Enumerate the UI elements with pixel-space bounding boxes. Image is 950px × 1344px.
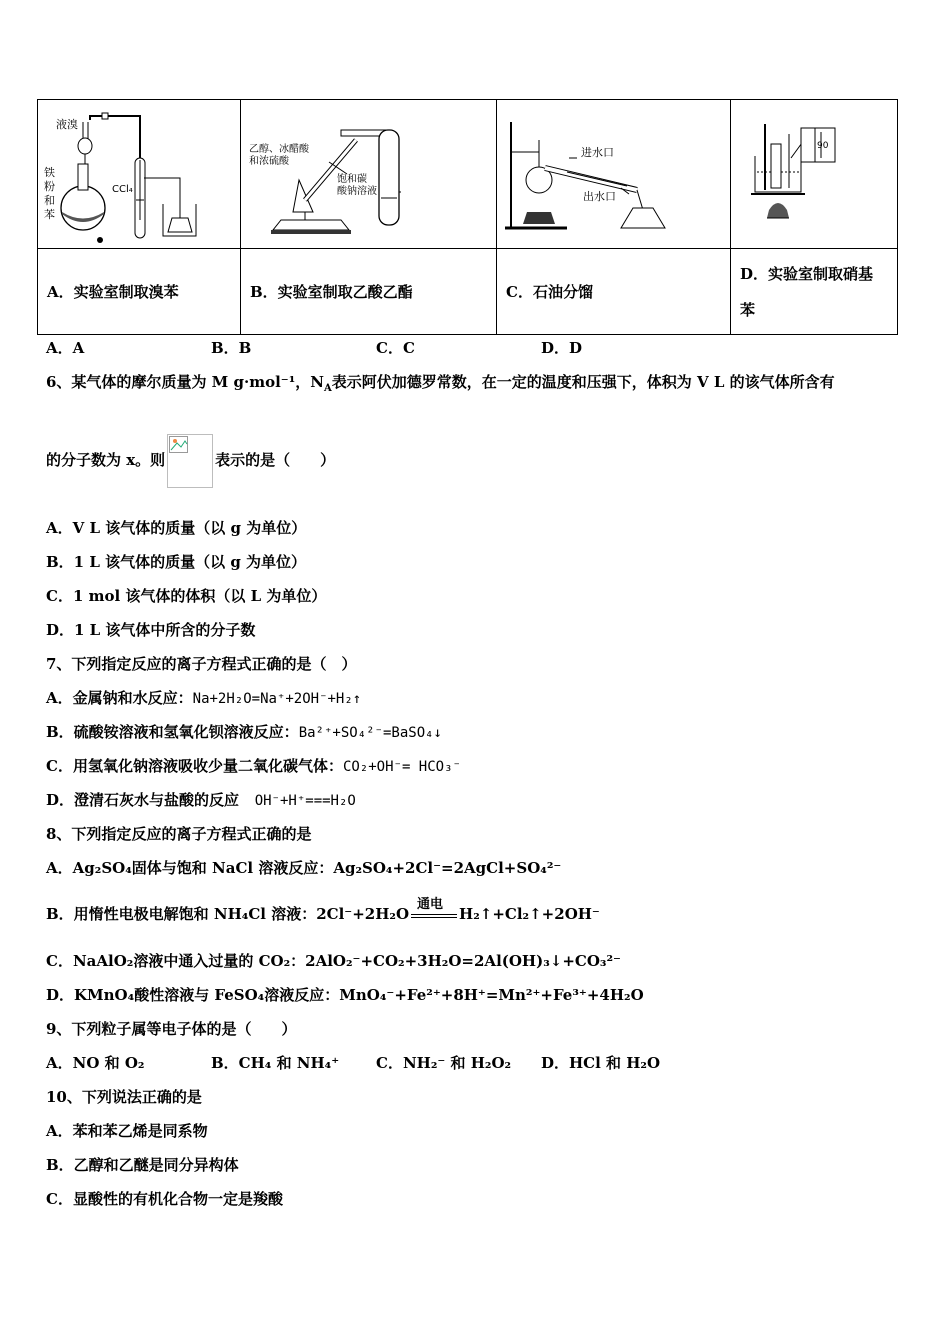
svg-text:酸钠溶液: 酸钠溶液 — [337, 186, 377, 197]
q5-answer-d[interactable]: D．D — [541, 339, 583, 357]
q7-option-d[interactable]: D．澄清石灰水与盐酸的反应 OH⁻+H⁺===H₂O — [46, 791, 356, 809]
broken-image-icon — [167, 434, 213, 488]
label-liquid-bromine: 液溴 — [56, 118, 78, 131]
svg-text:粉: 粉 — [44, 180, 55, 193]
svg-text:CCl₄: CCl₄ — [112, 184, 133, 195]
q9-options — [46, 1053, 660, 1073]
q7-option-b[interactable]: B．硫酸铵溶液和氢氧化钡溶液反应：Ba²⁺+SO₄²⁻=BaSO₄↓ — [46, 723, 442, 741]
svg-text:乙醇、冰醋酸: 乙醇、冰醋酸 — [249, 144, 309, 155]
diagram-nitrobenzene — [731, 100, 898, 249]
q6-option-d[interactable]: D．1 L 该气体中所含的分子数 — [46, 621, 256, 639]
q5-answers — [46, 338, 582, 358]
option-c-label: C．石油分馏 — [506, 283, 593, 301]
q6-option-b[interactable]: B．1 L 该气体的质量（以 g 为单位） — [46, 553, 307, 571]
apparatus-table — [37, 99, 898, 335]
q5-answer-a[interactable]: A．A — [46, 339, 85, 357]
q7-stem: 7、下列指定反应的离子方程式正确的是（ ） — [46, 655, 357, 673]
svg-text:饱和碳: 饱和碳 — [337, 174, 367, 185]
svg-text:进水口: 进水口 — [581, 146, 614, 159]
q10-option-c[interactable]: C．显酸性的有机化合物一定是羧酸 — [46, 1190, 283, 1208]
option-a-label: A．实验室制取溴苯 — [47, 283, 179, 301]
svg-text:铁: 铁 — [44, 166, 55, 179]
q9-stem: 9、下列粒子属等电子体的是（ ） — [46, 1020, 297, 1038]
q8-option-b[interactable]: B．用惰性电极电解饱和 NH₄Cl 溶液：2Cl⁻+2H₂O 通电 H₂↑+Cl₂↑+2OH⁻ — [46, 897, 600, 923]
q10-option-a[interactable]: A．苯和苯乙烯是同系物 — [46, 1122, 208, 1140]
q10-option-b[interactable]: B．乙醇和乙醚是同分异构体 — [46, 1156, 239, 1174]
option-d-label-line1: D．实验室制取硝基 — [740, 264, 874, 283]
q8-stem: 8、下列指定反应的离子方程式正确的是 — [46, 825, 312, 843]
diagram-petroleum-distillation — [497, 100, 731, 249]
diagram-bromobenzene — [38, 100, 241, 249]
diagram-ethyl-acetate — [241, 100, 497, 249]
q6-stem-line2: 的分子数为 x。则 表示的是（ ） — [46, 432, 335, 488]
q5-answer-c[interactable]: C．C — [376, 339, 415, 357]
electrolysis-arrow: 通电 — [409, 905, 459, 925]
svg-text:出水口: 出水口 — [583, 190, 616, 203]
svg-text:和浓硫酸: 和浓硫酸 — [249, 156, 289, 167]
svg-text:90: 90 — [817, 141, 829, 151]
q7-option-a[interactable]: A．金属钠和水反应：Na+2H₂O=Na⁺+2OH⁻+H₂↑ — [46, 689, 362, 707]
q6-option-c[interactable]: C．1 mol 该气体的体积（以 L 为单位） — [46, 587, 327, 605]
q7-option-c[interactable]: C．用氢氧化钠溶液吸收少量二氧化碳气体：CO₂+OH⁻= HCO₃⁻ — [46, 757, 461, 775]
q8-option-a[interactable]: A．Ag₂SO₄固体与饱和 NaCl 溶液反应：Ag₂SO₄+2Cl⁻=2AgCl+SO₄²⁻ — [46, 859, 562, 877]
q9-option-c[interactable]: C．NH₂⁻ 和 H₂O₂ — [376, 1054, 512, 1072]
q5-answer-b[interactable]: B．B — [211, 339, 252, 357]
option-b-label: B．实验室制取乙酸乙酯 — [250, 283, 413, 301]
q8-option-c[interactable]: C．NaAlO₂溶液中通入过量的 CO₂：2AlO₂⁻+CO₂+3H₂O=2Al(OH)₃↓+CO₃²⁻ — [46, 952, 621, 970]
q8-option-d[interactable]: D．KMnO₄酸性溶液与 FeSO₄溶液反应：MnO₄⁻+Fe²⁺+8H⁺=Mn²⁺+Fe³⁺+4H₂O — [46, 986, 644, 1004]
option-d-label-line2: 苯 — [740, 300, 756, 319]
q9-option-b[interactable]: B．CH₄ 和 NH₄⁺ — [211, 1054, 340, 1072]
q6-option-a[interactable]: A．V L 该气体的质量（以 g 为单位） — [46, 519, 307, 537]
svg-text:和: 和 — [44, 194, 55, 207]
q6-stem-line1: 6、某气体的摩尔质量为 M g·mol⁻¹，$N_A$表示阿伏加德罗常数，在一定的温度和压强下，体积为 V L 的该气体所含有 — [46, 373, 835, 394]
q10-stem: 10、下列说法正确的是 — [46, 1088, 202, 1106]
q9-option-a[interactable]: A．NO 和 O₂ — [46, 1054, 145, 1072]
svg-text:苯: 苯 — [44, 208, 55, 221]
q9-option-d[interactable]: D．HCl 和 H₂O — [541, 1054, 661, 1072]
